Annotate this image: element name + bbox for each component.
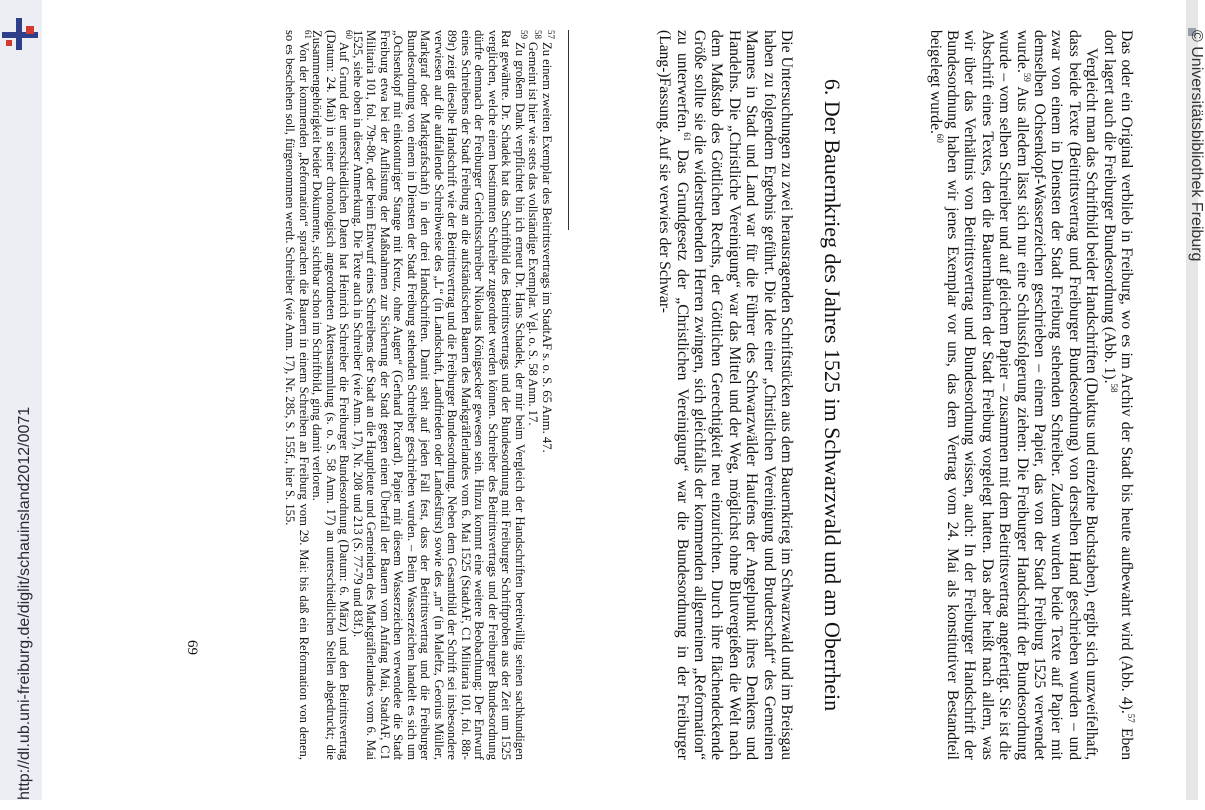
footnote-divider — [568, 30, 569, 230]
copyright-notice: © Universitätsbibliothek Freiburg — [1188, 30, 1205, 262]
section-body — [656, 30, 795, 760]
footnote: $^{60}$Auf Grund der unterschiedlichen Daten hat Heinrich Schreiber die Freiburger Bundesordnung (Datum: 6. März) und den Beitrittsvertrag (Datum: 24. Mai) in seiner chronologisch angeordneten Aktensammlung (s. o. S. 58 Anm. 17) an unterschiedlichen Stellen abgedruckt; die Zusammengehörigkeit beider Dokumente, sichtbar schon im Schriftbild, ging damit verloren. — [310, 30, 354, 760]
section-heading: 6. Der Bauernkrieg des Jahres 1525 im Schwarzwald und am Oberrhein — [820, 78, 845, 712]
page-number: 69 — [184, 640, 200, 655]
footnote: $^{61}$Von der kommenden „Reformation“ sprachen die Bauern in einem Schreiben an Freiburg vom 29. Mai: bis daß ein Reformation von denen, so es beschehen soll, fürgenommen werdt. Schreiber (wie Anm. 17), Nr. 285, S. 155f., hier S. 155. — [283, 30, 314, 760]
intro-paragraphs — [926, 30, 1135, 760]
paragraph-1: Das oder ein Original verblieb in Freiburg, wo es im Archiv der Stadt bis heute aufbewahrt wird (Abb. 4).$^{57}$ Eben dort lagert auch die Freiburger Bundesordnung (Abb. 1).$^{58}$ — [1100, 30, 1137, 760]
footnote: $^{58}$Gemeint ist hier wie stets das vollständige Exemplar. Vgl. o. S. 58 Anm. 17. — [526, 30, 543, 426]
scanned-page — [135, 30, 1205, 810]
footnote: $^{59}$Zu großem Dank verpflichtet bin ich erneut Dr. Hans Schadek, der mir beim Vergleich der Handschriften bereitwillig seinen sachkundigen Rat gewährte. Dr. Schadek hat das Schriftbild des Beitrittsvertrags und der Bundesordnung mit Freiburger Schriftproben aus der Zeit um 1525 verglichen, welche einem bestimmten Schreiber zugeordnet werden können. Schreiber des Beitrittsvertrags und der Freiburger Bundesordnung dürfte demnach der Freiburger Gerichtsschreiber Nikolaus Königsecker gewesen sein. Hinzu kommt eine weitere Beobachtung: Der Entwurf eines Schreibens der Stadt Freiburg an die aufständischen Bauern des Markgräflerlandes vom 6. Mai 1525 (StadtAF, C1 Militaria 101, fol. 88r-89r) zeigt dieselbe Handschrift wie der Beitrittsvertrag und die Freiburger Bundesordnung. Neben dem Gesamtbild der Schrift sei insbesondere verwiesen auf die auffallende Schreibweise des „L“ (in Landschaft, Landfrieden oder Landesfürst) sowie des „m“ (in Maleftz, Georius Müller, Markgraf oder Markgrafschaft) in den drei Handschriften. Damit steht auf jeden Fall fest, dass der Beitrittsvertrag und die Freiburger Bundesordnung von einem in Diensten der Stadt Freiburg stehenden Schreiber geschrieben wurden. – Beim Wasserzeichen handelt es sich um „Ochsenkopf mit einkonturiger Stange mit Kreuz, ohne Augen“ (Gerhard Piccard). Papier mit diesem Wasserzeichen verwendete die Stadt Freiburg etwa bei der Auflistung der Maßnahmen zur Sicherung der Stadt gegen einen Überfall der Bauern vom Anfang Mai, StadtAF, C1 Militaria 101, fol. 79r-80r, oder beim Entwurf eines Schreibens der Stadt an die Hauptleute und Gemeinden des Markgräflerlandes vom 6. Mai 1525, siehe oben in dieser Anmerkung. Die Texte auch in Schreiber (wie Anm. 17), Nr. 208 und 213 (S. 77-79 und 83f.). — [351, 30, 530, 760]
vertical-source-url — [16, 380, 34, 800]
paragraph-2: Vergleicht man das Schriftbild beider Handschriften (Duktus und einzelne Buchstaben), ergibt sich unzweifelhaft, dass beide Texte (Beitrittsvertrag und Freiburger Bundesordnung) von derselben Hand geschrieben wurden – und zwar von einem in Diensten der Stadt Freiburg stehenden Schreiber. Zudem wurden beide Texte auf Papier mit demselben Ochsenkopf-Wasserzeichen geschrieben – einem Papier, das von der Stadt Freiburg 1525 verwendet wurde.$^{59}$ Aus alledem lässt sich nur eine Schlussfolgerung ziehen: Die Freiburger Handschrift der Bundesordnung wurde – vom selben Schreiber und auf gleichem Papier – zusammen mit dem Beitrittsvertrag angefertigt. Sie ist die Abschrift eines Textes, den die Bauernhaufen der Stadt Freiburg vorgelegt hatten. Das aber heißt nach allem, was wir über das Verhältnis von Beitrittsvertrag und Bundesordnung wissen, auch: In der Freiburger Handschrift der Bundesordnung haben wir jenes Exemplar vor uns, das dem Vertrag vom 24. Mai als konstitutiver Bestandteil beigelegt wurde.$^{60}$ — [926, 30, 1101, 760]
footnotes — [283, 30, 557, 760]
paragraph-3: Die Untersuchungen zu zwei herausragenden Schriftstücken aus dem Bauernkrieg im Schwarzwald und im Breisgau haben zu folgendem Ergebnis geführt. Die Idee einer „Christlichen Vereinigung und Bruderschaft“ des Gemeinen Mannes in Stadt und Land war für die Führer des Schwarzwälder Haufens der Angelpunkt ihres Denkens und Handelns. Die „Christliche Vereinigung“ war das Mittel und der Weg, möglichst ohne Blutvergießen die Welt nach dem Maßstab des Göttlichen Rechts, der Göttlichen Gerechtigkeit neu einzurichten. Durch ihre flächendeckende Größe sollte sie die widerstrebenden Herren zwingen, sich gleichfalls der kommenden allgemeinen „Reformation“ zu unterwerfen.$^{61}$ Das Grundgesetz der „Christlichen Vereinigung“ war die Bundesordnung in der Freiburger (Lang-)Fassung. Auf sie verwies der Schwar- — [656, 30, 795, 760]
source-url[interactable]: http://dl.ub.uni-freiburg.de/diglit/schauinsland2012/0071 — [16, 406, 33, 800]
viewer-sidebar — [0, 0, 42, 800]
university-library-logo-icon[interactable] — [2, 16, 38, 52]
footnote: $^{57}$Zu einem zweiten Exemplar des Beitrittsvertrags im StadtAF s. o. S. 65 Anm. 47. — [540, 30, 557, 453]
